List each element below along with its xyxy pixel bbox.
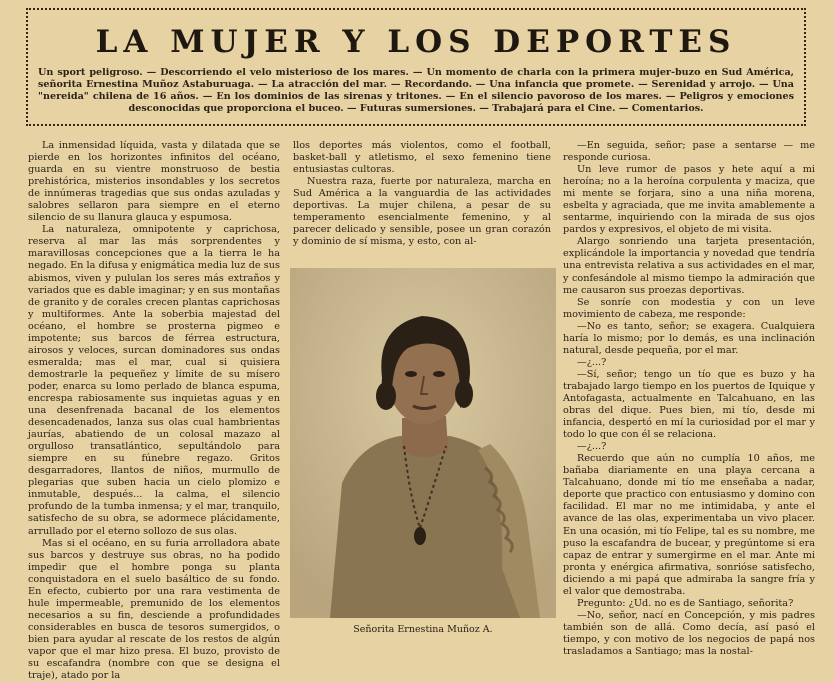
photo-caption: Señorita Ernestina Muñoz A.	[353, 624, 493, 635]
text-column-1	[28, 140, 280, 682]
paragraph: —¿...?	[577, 441, 607, 453]
paragraph: Mas si el océano, en su furia arrolladora abate sus barcos y destruye sus obras, no ha podido impedir que el hombre ponga su planta conquistadora en el suelo basáltico de su fondo. En efecto, cubierto por una rara vestimenta de hule impermeable, premunido de los elementos necesarios a su fin, desciende a profundidades considerables en busca de tesoros sumergidos, o bien para ayudar al rescate de los restos de algún vapor que el mar hizo presa. El buzo, provisto de su escafandra (nombre con que se designa el traje), atado por la	[28, 537, 280, 682]
paragraph: —En seguida, señor; pase a sentarse — me responde curiosa.	[563, 140, 815, 164]
paragraph: Se sonríe con modestia y con un leve movimiento de cabeza, me responde:	[563, 296, 815, 320]
portrait-photo	[290, 268, 556, 618]
paragraph: Pregunto: ¿Ud. no es de Santiago, señorita?	[577, 597, 794, 609]
portrait-image	[290, 268, 556, 618]
text-column-2	[293, 140, 551, 250]
paragraph: —No es tanto, señor; se exagera. Cualquiera haría lo mismo; por lo demás, es una inclinación natural, desde pequeña, por el mar.	[563, 320, 815, 356]
paragraph: La naturaleza, omnipotente y caprichosa, reserva al mar las más sorprendentes y maravillosas concepciones que a la tierra le ha negado. En la difusa y enigmática media luz de sus abismos, viven y pululan los seres más extraños y variados que es dable imaginar; y en sus montañas de granito y de corales crecen plantas caprichosas y multiformes. Ante la soberbia majestad del océano, el hombre se prosterna pigmeo e impotente; sus barcos de férrea estructura, airosos y veloces, surcan dominadores sus ondas esmeralda; mas el mar, cual si quisiera demostrarle la pequeñez y límite de su mísero poder, enarca su lomo perlado de blanca espuma, encrespa rabiosamente sus inquietas aguas y en una desenfrenada bacanal de los elementos desencadenados, lanza sus olas cual hambrientas jaurías, abatiendo de un colosal mazazo al orgulloso transatlántico, sepultándolo para siempre en su fúnebre regazo. Gritos desgarradores, llantos de niños, murmullo de plegarias que suben hacia un cielo plomizo e inmutable, después... la calma, el silencio profundo de la tumba inmensa; y el mar, tranquilo, satisfecho de su obra, se adormece plácidamente, arrullado por el eterno sollozo de sus olas.	[28, 224, 280, 537]
header-box	[26, 8, 806, 126]
paragraph: Un leve rumor de pasos y hete aquí a mi heroína; no a la heroína corpulenta y maciza, que mi mente se forjara, sino a una niña morena, esbelta y agraciada, que me invita amablemente a sentarme, inquiriendo con la mirada de sus ojos pardos y expresivos, el objeto de mi visita.	[563, 164, 815, 236]
article-subtitle: Un sport peligroso. — Descorriendo el velo misterioso de los mares. — Un momento de charla con la primera mujer-buzo en Sud América, señorita Ernestina Muñoz Astaburuaga. — La atracción del mar. — Recordando. — Una infancia que promete. — Serenidad y arrojo. — Una "nereida" chilena de 16 años. — En los dominios de las sirenas y tritones. — En el silencio pavoroso de los mares. — Peligros y emociones desconocidas que proporciona el buceo. — Futuras sumersiones. — Trabajará para el Cine. — Comentarios.	[38, 67, 794, 114]
paragraph: —¿...?	[577, 356, 607, 368]
paragraph: —No, señor, nací en Concepción, y mis padres también son de allá. Como decía, así pasó el tiempo, y con motivo de los negocios de papá nos trasladamos a Santiago; mas la nostal-	[563, 609, 815, 657]
paragraph: Alargo sonriendo una tarjeta presentación, explicándole la importancia y novedad que tendría una entrevista relativa a sus actividades en el mar, y confesándole al mismo tiempo la admiración que me causaron sus proezas deportivas.	[563, 236, 815, 296]
paragraph: llos deportes más violentos, como el football, basket-ball y atletismo, el sexo femenino tiene entusiastas cultoras.	[293, 140, 551, 176]
paragraph: La inmensidad líquida, vasta y dilatada que se pierde en los horizontes infinitos del océano, guarda en su vientre monstruoso de bestia prehistórica, misterios insondables y los secretos de innúmeras tragedias que sus ondas azuladas y salobres sellaron para siempre en el eterno silencio de su llanura glauca y espumosa.	[28, 140, 280, 224]
paragraph: Recuerdo que aún no cumplía 10 años, me bañaba diariamente en una playa cercana a Talcahuano, donde mi tío me enseñaba a nadar, deporte que practico con entusiasmo y domino con facilidad. El mar no me intimidaba, y ante el avance de las olas, experimentaba un vivo placer. En una ocasión, mi tío Felipe, tal es su nombre, me puso la escafandra de bucear, y pregúntome si era capaz de entrar y sumergirme en el mar. Ante mi pronta y enérgica afirmativa, sonrióse satisfecho, diciendo a mi papá que admiraba la sangre fría y el valor que demostraba.	[563, 453, 815, 597]
article-title: LA MUJER Y LOS DEPORTES	[95, 24, 737, 60]
paragraph: Nuestra raza, fuerte por naturaleza, marcha en Sud América a la vanguardia de las actividades deportivas. La mujer chilena, a pesar de su temperamento esencialmente femenino, y al parecer delicado y sensible, posee un gran corazón y dominio de sí misma, y esto, con al-	[293, 176, 551, 248]
paragraph: —Sí, señor; tengo un tío que es buzo y ha trabajado largo tiempo en los puertos de Iquique y Antofagasta, actualmente en Talcahuano, en las obras del dique. Pues bien, mi tío, desde mi infancia, despertó en mí la curiosidad por el mar y todo lo que con él se relaciona.	[563, 368, 815, 441]
text-column-3	[563, 140, 815, 657]
